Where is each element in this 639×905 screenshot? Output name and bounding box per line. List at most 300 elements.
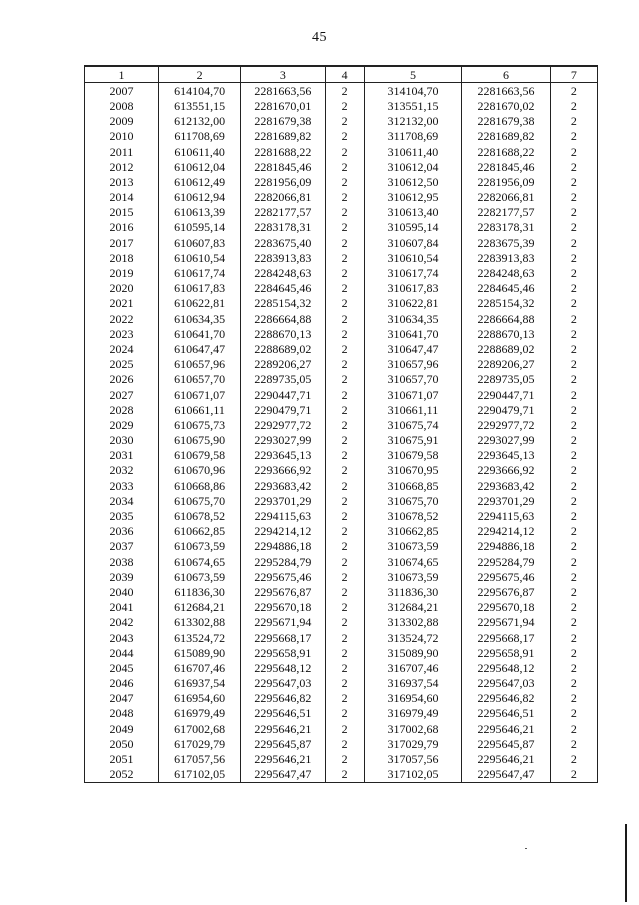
table-cell-col-5: 312132,00: [364, 114, 462, 129]
table-cell-col-7: 2: [550, 129, 597, 144]
table-cell-col-4: 2: [325, 584, 364, 599]
table-row: [85, 83, 598, 99]
table-cell-col-4: 2: [325, 417, 364, 432]
table-cell-col-2: 610657,70: [159, 372, 241, 387]
table-cell-col-3: 2293027,99: [241, 433, 325, 448]
table-row: [85, 114, 598, 129]
table-cell-col-5: 310670,95: [364, 463, 462, 478]
table-row: [85, 159, 598, 174]
table-cell-col-6: 2295671,94: [462, 615, 550, 630]
table-cell-col-6: 2293701,29: [462, 493, 550, 508]
table-cell-col-7: 2: [550, 600, 597, 615]
table-cell-col-2: 610675,70: [159, 493, 241, 508]
table-cell-col-2: 610673,59: [159, 539, 241, 554]
column-header-7: 7: [550, 66, 597, 83]
table-cell-col-4: 2: [325, 281, 364, 296]
table-cell-col-1: 2007: [85, 83, 159, 99]
table-cell-col-1: 2036: [85, 524, 159, 539]
table-cell-col-7: 2: [550, 190, 597, 205]
table-cell-col-6: 2295668,17: [462, 630, 550, 645]
table-cell-col-6: 2295284,79: [462, 554, 550, 569]
table-cell-col-5: 313551,15: [364, 98, 462, 113]
scan-edge-mark: [625, 824, 627, 902]
table-cell-col-4: 2: [325, 736, 364, 751]
table-cell-col-2: 610634,35: [159, 311, 241, 326]
table-cell-col-4: 2: [325, 341, 364, 356]
column-header-5: 5: [364, 66, 462, 83]
table-cell-col-2: 610613,39: [159, 205, 241, 220]
table-cell-col-5: 310612,04: [364, 159, 462, 174]
table-cell-col-1: 2020: [85, 281, 159, 296]
table-cell-col-1: 2026: [85, 372, 159, 387]
table-cell-col-2: 610612,94: [159, 190, 241, 205]
column-header-3: 3: [241, 66, 325, 83]
table-cell-col-7: 2: [550, 706, 597, 721]
table-cell-col-6: 2295675,46: [462, 569, 550, 584]
table-row: [85, 220, 598, 235]
table-cell-col-4: 2: [325, 296, 364, 311]
table-cell-col-7: 2: [550, 220, 597, 235]
table-cell-col-3: 2295646,21: [241, 751, 325, 766]
table-cell-col-4: 2: [325, 326, 364, 341]
table-cell-col-2: 610674,65: [159, 554, 241, 569]
table-row: [85, 751, 598, 766]
table-cell-col-5: 310675,70: [364, 493, 462, 508]
table-cell-col-4: 2: [325, 205, 364, 220]
table-cell-col-6: 2284645,46: [462, 281, 550, 296]
table-cell-col-5: 316707,46: [364, 660, 462, 675]
table-cell-col-2: 610611,40: [159, 144, 241, 159]
table-cell-col-6: 2294115,63: [462, 508, 550, 523]
table-cell-col-5: 310610,54: [364, 250, 462, 265]
table-cell-col-2: 613524,72: [159, 630, 241, 645]
table-cell-col-7: 2: [550, 448, 597, 463]
table-cell-col-4: 2: [325, 83, 364, 99]
table-cell-col-6: 2285154,32: [462, 296, 550, 311]
table-cell-col-1: 2035: [85, 508, 159, 523]
header-row: [85, 66, 598, 83]
table-cell-col-6: 2289735,05: [462, 372, 550, 387]
table-cell-col-1: 2022: [85, 311, 159, 326]
table-cell-col-5: 313302,88: [364, 615, 462, 630]
table-row: [85, 539, 598, 554]
table-cell-col-5: 310657,70: [364, 372, 462, 387]
table-cell-col-6: 2295647,03: [462, 676, 550, 691]
table-cell-col-4: 2: [325, 676, 364, 691]
table-cell-col-6: 2295646,21: [462, 721, 550, 736]
table-cell-col-3: 2282066,81: [241, 190, 325, 205]
table-row: [85, 660, 598, 675]
table-cell-col-1: 2012: [85, 159, 159, 174]
table-cell-col-4: 2: [325, 174, 364, 189]
table-cell-col-1: 2024: [85, 341, 159, 356]
table-cell-col-2: 611836,30: [159, 584, 241, 599]
table-cell-col-3: 2293701,29: [241, 493, 325, 508]
table-cell-col-4: 2: [325, 569, 364, 584]
table-cell-col-7: 2: [550, 676, 597, 691]
table-cell-col-2: 617002,68: [159, 721, 241, 736]
table-row: [85, 341, 598, 356]
table-cell-col-7: 2: [550, 645, 597, 660]
table-cell-col-4: 2: [325, 645, 364, 660]
table-cell-col-3: 2290479,71: [241, 402, 325, 417]
table-cell-col-3: 2281688,22: [241, 144, 325, 159]
table-cell-col-3: 2284248,63: [241, 265, 325, 280]
column-header-6: 6: [462, 66, 550, 83]
table-cell-col-4: 2: [325, 660, 364, 675]
table-cell-col-5: 310675,74: [364, 417, 462, 432]
table-cell-col-1: 2017: [85, 235, 159, 250]
table-cell-col-6: 2293027,99: [462, 433, 550, 448]
table-cell-col-7: 2: [550, 417, 597, 432]
table-cell-col-3: 2295647,03: [241, 676, 325, 691]
table-cell-col-5: 310607,84: [364, 235, 462, 250]
table-cell-col-3: 2288670,13: [241, 326, 325, 341]
table-cell-col-5: 315089,90: [364, 645, 462, 660]
table-body: [85, 83, 598, 783]
table-cell-col-5: 316954,60: [364, 691, 462, 706]
table-cell-col-4: 2: [325, 721, 364, 736]
table-cell-col-3: 2295658,91: [241, 645, 325, 660]
table-cell-col-3: 2295676,87: [241, 584, 325, 599]
table-cell-col-6: 2293645,13: [462, 448, 550, 463]
table-cell-col-6: 2290479,71: [462, 402, 550, 417]
table-cell-col-5: 310671,07: [364, 387, 462, 402]
table-cell-col-6: 2295647,47: [462, 767, 550, 783]
table-cell-col-2: 610668,86: [159, 478, 241, 493]
table-cell-col-5: 310617,83: [364, 281, 462, 296]
table-cell-col-6: 2288689,02: [462, 341, 550, 356]
table-cell-col-3: 2293666,92: [241, 463, 325, 478]
table-cell-col-7: 2: [550, 508, 597, 523]
table-cell-col-3: 2281670,01: [241, 98, 325, 113]
table-row: [85, 144, 598, 159]
table-cell-col-7: 2: [550, 751, 597, 766]
table-cell-col-1: 2009: [85, 114, 159, 129]
table-cell-col-3: 2295668,17: [241, 630, 325, 645]
table-cell-col-5: 310662,85: [364, 524, 462, 539]
table-cell-col-7: 2: [550, 767, 597, 783]
table-cell-col-7: 2: [550, 311, 597, 326]
table-cell-col-5: 317057,56: [364, 751, 462, 766]
table-cell-col-6: 2286664,88: [462, 311, 550, 326]
table-cell-col-5: 310673,59: [364, 539, 462, 554]
table-cell-col-4: 2: [325, 129, 364, 144]
table-cell-col-2: 611708,69: [159, 129, 241, 144]
table-cell-col-4: 2: [325, 387, 364, 402]
table-cell-col-5: 317002,68: [364, 721, 462, 736]
table-cell-col-4: 2: [325, 539, 364, 554]
table-cell-col-3: 2295648,12: [241, 660, 325, 675]
table-cell-col-1: 2046: [85, 676, 159, 691]
table-cell-col-4: 2: [325, 235, 364, 250]
table-cell-col-1: 2045: [85, 660, 159, 675]
table-cell-col-2: 610612,04: [159, 159, 241, 174]
table-cell-col-3: 2294886,18: [241, 539, 325, 554]
table-cell-col-4: 2: [325, 114, 364, 129]
table-cell-col-6: 2281663,56: [462, 83, 550, 99]
table-cell-col-5: 310678,52: [364, 508, 462, 523]
table-cell-col-4: 2: [325, 463, 364, 478]
table-cell-col-4: 2: [325, 524, 364, 539]
table-cell-col-1: 2029: [85, 417, 159, 432]
table-cell-col-7: 2: [550, 326, 597, 341]
table-cell-col-1: 2008: [85, 98, 159, 113]
table-row: [85, 417, 598, 432]
table-cell-col-5: 316937,54: [364, 676, 462, 691]
table-cell-col-6: 2295658,91: [462, 645, 550, 660]
scan-speck: [525, 848, 527, 849]
table-cell-col-5: 310617,74: [364, 265, 462, 280]
table-cell-col-1: 2023: [85, 326, 159, 341]
table-cell-col-4: 2: [325, 98, 364, 113]
table-cell-col-1: 2034: [85, 493, 159, 508]
table-row: [85, 478, 598, 493]
table-cell-col-3: 2293683,42: [241, 478, 325, 493]
table-cell-col-5: 311836,30: [364, 584, 462, 599]
table-cell-col-3: 2295646,82: [241, 691, 325, 706]
table-cell-col-1: 2027: [85, 387, 159, 402]
table-cell-col-1: 2044: [85, 645, 159, 660]
table-cell-col-6: 2295670,18: [462, 600, 550, 615]
table-cell-col-6: 2288670,13: [462, 326, 550, 341]
table-cell-col-7: 2: [550, 235, 597, 250]
table-cell-col-7: 2: [550, 584, 597, 599]
table-cell-col-5: 310611,40: [364, 144, 462, 159]
table-cell-col-6: 2281845,46: [462, 159, 550, 174]
table-cell-col-4: 2: [325, 402, 364, 417]
table-cell-col-1: 2043: [85, 630, 159, 645]
table-cell-col-2: 610607,83: [159, 235, 241, 250]
table-cell-col-1: 2051: [85, 751, 159, 766]
table-cell-col-4: 2: [325, 630, 364, 645]
table-row: [85, 554, 598, 569]
table-cell-col-1: 2014: [85, 190, 159, 205]
table-cell-col-4: 2: [325, 478, 364, 493]
table-cell-col-3: 2292977,72: [241, 417, 325, 432]
table-cell-col-2: 616954,60: [159, 691, 241, 706]
table-cell-col-7: 2: [550, 372, 597, 387]
table-cell-col-6: 2295646,51: [462, 706, 550, 721]
table-cell-col-7: 2: [550, 250, 597, 265]
table-cell-col-5: 310673,59: [364, 569, 462, 584]
table-cell-col-3: 2295646,21: [241, 721, 325, 736]
table-cell-col-5: 310661,11: [364, 402, 462, 417]
table-cell-col-5: 310668,85: [364, 478, 462, 493]
table-header: [85, 66, 598, 83]
table-cell-col-5: 310612,50: [364, 174, 462, 189]
table-row: [85, 98, 598, 113]
table-cell-col-6: 2294886,18: [462, 539, 550, 554]
table-cell-col-2: 616937,54: [159, 676, 241, 691]
table-cell-col-2: 610675,73: [159, 417, 241, 432]
table-cell-col-5: 317102,05: [364, 767, 462, 783]
table-cell-col-1: 2049: [85, 721, 159, 736]
table-cell-col-7: 2: [550, 357, 597, 372]
table-cell-col-7: 2: [550, 387, 597, 402]
table-cell-col-7: 2: [550, 736, 597, 751]
table-cell-col-4: 2: [325, 433, 364, 448]
table-cell-col-7: 2: [550, 660, 597, 675]
table-cell-col-7: 2: [550, 539, 597, 554]
table-cell-col-7: 2: [550, 159, 597, 174]
table-cell-col-7: 2: [550, 630, 597, 645]
table-cell-col-3: 2289206,27: [241, 357, 325, 372]
table-cell-col-7: 2: [550, 114, 597, 129]
table-cell-col-2: 615089,90: [159, 645, 241, 660]
table-row: [85, 129, 598, 144]
coordinates-table: [84, 65, 598, 783]
table-row: [85, 387, 598, 402]
table-cell-col-2: 612684,21: [159, 600, 241, 615]
table-row: [85, 615, 598, 630]
table-cell-col-4: 2: [325, 554, 364, 569]
table-row: [85, 569, 598, 584]
table-row: [85, 630, 598, 645]
table-cell-col-3: 2282177,57: [241, 205, 325, 220]
table-cell-col-2: 610647,47: [159, 341, 241, 356]
table-cell-col-2: 610657,96: [159, 357, 241, 372]
table-cell-col-4: 2: [325, 265, 364, 280]
table-row: [85, 250, 598, 265]
table-cell-col-3: 2283178,31: [241, 220, 325, 235]
table-cell-col-2: 613551,15: [159, 98, 241, 113]
table-cell-col-1: 2015: [85, 205, 159, 220]
table-cell-col-5: 311708,69: [364, 129, 462, 144]
table-cell-col-3: 2294214,12: [241, 524, 325, 539]
table-cell-col-1: 2050: [85, 736, 159, 751]
table-cell-col-2: 610641,70: [159, 326, 241, 341]
table-cell-col-3: 2281689,82: [241, 129, 325, 144]
table-row: [85, 433, 598, 448]
table-row: [85, 174, 598, 189]
table-row: [85, 190, 598, 205]
table-row: [85, 205, 598, 220]
table-cell-col-4: 2: [325, 493, 364, 508]
table-cell-col-5: 310647,47: [364, 341, 462, 356]
table-cell-col-3: 2295671,94: [241, 615, 325, 630]
table-cell-col-1: 2041: [85, 600, 159, 615]
table-cell-col-5: 316979,49: [364, 706, 462, 721]
table-cell-col-1: 2018: [85, 250, 159, 265]
table-cell-col-4: 2: [325, 190, 364, 205]
table-row: [85, 463, 598, 478]
table-cell-col-1: 2033: [85, 478, 159, 493]
table-cell-col-5: 310634,35: [364, 311, 462, 326]
table-row: [85, 736, 598, 751]
table-cell-col-1: 2010: [85, 129, 159, 144]
table-cell-col-5: 310657,96: [364, 357, 462, 372]
table-cell-col-3: 2283913,83: [241, 250, 325, 265]
table-cell-col-6: 2283178,31: [462, 220, 550, 235]
table-cell-col-2: 612132,00: [159, 114, 241, 129]
table-cell-col-7: 2: [550, 463, 597, 478]
table-cell-col-2: 616707,46: [159, 660, 241, 675]
table-cell-col-2: 613302,88: [159, 615, 241, 630]
table-cell-col-2: 614104,70: [159, 83, 241, 99]
table-cell-col-2: 610661,11: [159, 402, 241, 417]
table-cell-col-2: 610662,85: [159, 524, 241, 539]
table-cell-col-4: 2: [325, 311, 364, 326]
table-cell-col-3: 2295675,46: [241, 569, 325, 584]
table-row: [85, 721, 598, 736]
table-cell-col-4: 2: [325, 706, 364, 721]
table-cell-col-2: 610622,81: [159, 296, 241, 311]
table-cell-col-2: 610617,74: [159, 265, 241, 280]
table-cell-col-1: 2021: [85, 296, 159, 311]
table-cell-col-6: 2281956,09: [462, 174, 550, 189]
table-cell-col-7: 2: [550, 524, 597, 539]
table-cell-col-3: 2289735,05: [241, 372, 325, 387]
table-cell-col-3: 2281956,09: [241, 174, 325, 189]
table-cell-col-4: 2: [325, 144, 364, 159]
column-header-2: 2: [159, 66, 241, 83]
table-cell-col-1: 2047: [85, 691, 159, 706]
table-cell-col-2: 610675,90: [159, 433, 241, 448]
table-cell-col-7: 2: [550, 554, 597, 569]
table-row: [85, 691, 598, 706]
table-cell-col-2: 610679,58: [159, 448, 241, 463]
table-cell-col-1: 2025: [85, 357, 159, 372]
table-cell-col-6: 2281689,82: [462, 129, 550, 144]
table-cell-col-5: 310641,70: [364, 326, 462, 341]
table-row: [85, 402, 598, 417]
table-row: [85, 235, 598, 250]
table-cell-col-4: 2: [325, 615, 364, 630]
table-cell-col-1: 2011: [85, 144, 159, 159]
table-cell-col-6: 2294214,12: [462, 524, 550, 539]
table-row: [85, 311, 598, 326]
table-cell-col-5: 314104,70: [364, 83, 462, 99]
table-row: [85, 281, 598, 296]
table-cell-col-7: 2: [550, 281, 597, 296]
table-row: [85, 767, 598, 783]
table-cell-col-5: 317029,79: [364, 736, 462, 751]
column-header-1: 1: [85, 66, 159, 83]
table-row: [85, 508, 598, 523]
table-cell-col-7: 2: [550, 144, 597, 159]
table-cell-col-2: 610610,54: [159, 250, 241, 265]
table-row: [85, 448, 598, 463]
table-cell-col-2: 610673,59: [159, 569, 241, 584]
table-cell-col-7: 2: [550, 174, 597, 189]
table-cell-col-3: 2290447,71: [241, 387, 325, 402]
table-cell-col-7: 2: [550, 615, 597, 630]
table-cell-col-4: 2: [325, 508, 364, 523]
table-row: [85, 372, 598, 387]
table-cell-col-3: 2285154,32: [241, 296, 325, 311]
table-cell-col-2: 617029,79: [159, 736, 241, 751]
table-cell-col-2: 617057,56: [159, 751, 241, 766]
table-cell-col-4: 2: [325, 220, 364, 235]
table-cell-col-6: 2290447,71: [462, 387, 550, 402]
table-row: [85, 326, 598, 341]
table-cell-col-2: 610678,52: [159, 508, 241, 523]
table-cell-col-4: 2: [325, 767, 364, 783]
table-cell-col-4: 2: [325, 357, 364, 372]
column-header-4: 4: [325, 66, 364, 83]
table-row: [85, 706, 598, 721]
table-cell-col-1: 2031: [85, 448, 159, 463]
table-cell-col-5: 310612,95: [364, 190, 462, 205]
table-cell-col-5: 310674,65: [364, 554, 462, 569]
table-cell-col-1: 2040: [85, 584, 159, 599]
table-cell-col-1: 2016: [85, 220, 159, 235]
table-cell-col-6: 2295646,21: [462, 751, 550, 766]
table-cell-col-5: 312684,21: [364, 600, 462, 615]
table-cell-col-2: 610612,49: [159, 174, 241, 189]
table-cell-col-4: 2: [325, 372, 364, 387]
